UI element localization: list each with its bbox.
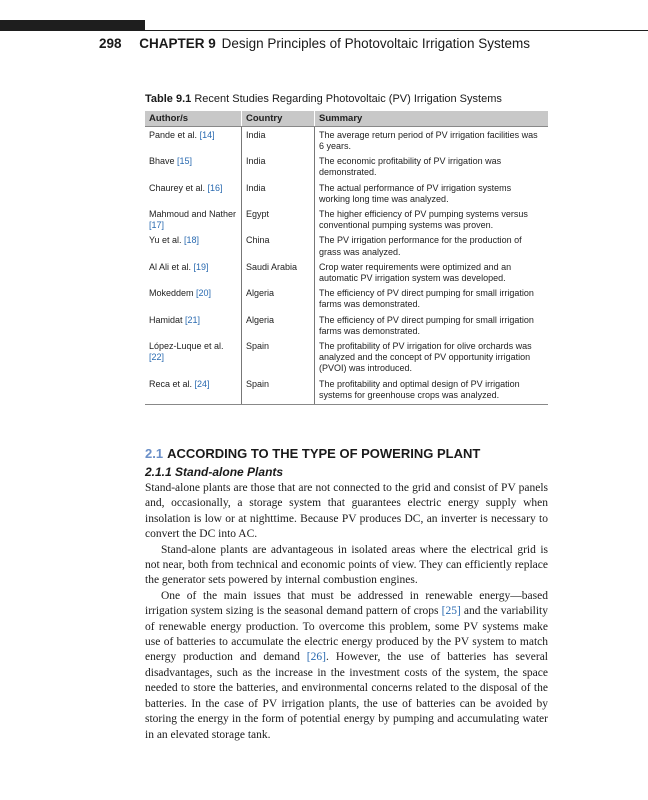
section-heading [145, 446, 480, 461]
author-name: Pande et al. [149, 129, 198, 140]
subsection-number: 2.1.1 [145, 465, 172, 479]
body-paragraph [145, 481, 548, 543]
table-row [145, 233, 548, 259]
chapter-label: CHAPTER 9 [139, 36, 216, 51]
table-row [145, 312, 548, 338]
header-rule-line [0, 30, 648, 31]
reference-link[interactable]: [15] [177, 156, 193, 167]
cell-country: Saudi Arabia [242, 259, 315, 285]
author-name: Mahmoud and Nather [149, 208, 237, 219]
table-caption-text: Recent Studies Regarding Photovoltaic (PV) Irrigation Systems [194, 93, 502, 105]
cell-summary: The higher efficiency of PV pumping systems versus conventional pumping systems was proven. [315, 206, 549, 232]
reference-link[interactable]: [22] [149, 352, 165, 363]
cell-author [145, 180, 242, 206]
cell-author [145, 338, 242, 376]
cell-summary: The profitability and optimal design of PV irrigation systems for greenhouse crops was analyzed. [315, 376, 549, 404]
chapter-title: Design Principles of Photovoltaic Irrigation Systems [221, 36, 530, 51]
reference-link[interactable]: [17] [149, 220, 165, 231]
author-name: Hamidat [149, 314, 183, 325]
page-number: 298 [99, 36, 122, 51]
cell-country: Spain [242, 338, 315, 376]
table-row [145, 206, 548, 232]
author-name: López-Luque et al. [149, 340, 224, 351]
cell-summary: The PV irrigation performance for the production of grass was analyzed. [315, 233, 549, 259]
cell-country: Spain [242, 376, 315, 404]
reference-link[interactable]: [25] [441, 605, 461, 618]
subsection-heading [145, 465, 283, 479]
table-row [145, 127, 548, 154]
cell-summary: The actual performance of PV irrigation systems working long time was analyzed. [315, 180, 549, 206]
author-name: Mokeddem [149, 288, 194, 299]
cell-author [145, 312, 242, 338]
table-row [145, 286, 548, 312]
cell-author [145, 259, 242, 285]
paragraph-text: and the variability of renewable energy production. To overcome this problem, some PV systems make use of batteries to accumulate the electric energy produced by the PV system to match energy production and demand [145, 605, 548, 664]
reference-link[interactable]: [26] [306, 651, 326, 664]
cell-country: Algeria [242, 286, 315, 312]
column-header-summary: Summary [315, 111, 549, 127]
column-header-country: Country [242, 111, 315, 127]
table-row [145, 154, 548, 180]
body-paragraph [145, 589, 548, 743]
section-number: 2.1 [145, 446, 164, 461]
cell-country: India [242, 180, 315, 206]
reference-link[interactable]: [16] [207, 182, 223, 193]
table-row [145, 180, 548, 206]
paragraph-text: . However, the use of batteries has several disadvantages, such as the increase in the investment costs of the system, the space needed to store the batteries, and environmental concerns related to the disposal of the batteries. In the case of PV irrigation plants, the use of batteries can be avoided by storing the energy in the form of potential energy by pumping and accumulating water in an elevated storage tank. [145, 651, 548, 741]
reference-link[interactable]: [19] [193, 261, 209, 272]
paragraph-text: One of the main issues that must be addressed in renewable energy—based irrigation system sizing is the seasonal demand pattern of crops [145, 589, 548, 618]
cell-author [145, 154, 242, 180]
cell-country: India [242, 154, 315, 180]
table-row [145, 376, 548, 404]
section-title: ACCORDING TO THE TYPE OF POWERING PLANT [167, 446, 481, 461]
paragraph-text: Stand-alone plants are advantageous in isolated areas where the electrical grid is not near, both from technical and economic points of view. They can efficiently replace the generator sets powered by internal combustion engines. [145, 543, 548, 587]
author-name: Chaurey et al. [149, 182, 206, 193]
author-name: Reca et al. [149, 378, 193, 389]
cell-summary: The profitability of PV irrigation for olive orchards was analyzed and the concept of PV opportunity irrigation (PVOI) was introduced. [315, 338, 549, 376]
running-head [99, 36, 530, 51]
reference-link[interactable]: [24] [194, 378, 210, 389]
body-paragraph [145, 543, 548, 589]
cell-summary: The efficiency of PV direct pumping for small irrigation farms was demonstrated. [315, 312, 549, 338]
reference-link[interactable]: [18] [184, 235, 200, 246]
cell-author [145, 376, 242, 404]
reference-link[interactable]: [14] [199, 129, 215, 140]
reference-link[interactable]: [20] [196, 288, 212, 299]
cell-country: India [242, 127, 315, 154]
paragraph-text: Stand-alone plants are those that are not connected to the grid and consist of PV panels and, occasionally, a storage system that guarantees electric energy supply when insolation is low or at nighttime. Because PV produces DC, an inverter is necessary to convert the DC into AC. [145, 482, 548, 541]
cell-summary: The average return period of PV irrigation facilities was 6 years. [315, 127, 549, 154]
cell-author [145, 286, 242, 312]
table-label: Table 9.1 [145, 93, 192, 105]
cell-country: Algeria [242, 312, 315, 338]
column-header-author: Author/s [145, 111, 242, 127]
subsection-title: Stand-alone Plants [175, 465, 284, 479]
author-name: Al Ali et al. [149, 261, 192, 272]
body-text [145, 481, 548, 743]
cell-author [145, 206, 242, 232]
cell-summary: The efficiency of PV direct pumping for small irrigation farms was demonstrated. [315, 286, 549, 312]
studies-table [145, 111, 548, 405]
cell-author [145, 127, 242, 154]
cell-author [145, 233, 242, 259]
reference-link[interactable]: [21] [185, 314, 201, 325]
table-header-row [145, 111, 548, 127]
cell-summary: The economic profitability of PV irrigation was demonstrated. [315, 154, 549, 180]
cell-country: China [242, 233, 315, 259]
author-name: Bhave [149, 156, 175, 167]
cell-country: Egypt [242, 206, 315, 232]
table-caption [145, 93, 502, 105]
table-row [145, 259, 548, 285]
table-row [145, 338, 548, 376]
cell-summary: Crop water requirements were optimized and an automatic PV irrigation system was developed. [315, 259, 549, 285]
author-name: Yu et al. [149, 235, 182, 246]
